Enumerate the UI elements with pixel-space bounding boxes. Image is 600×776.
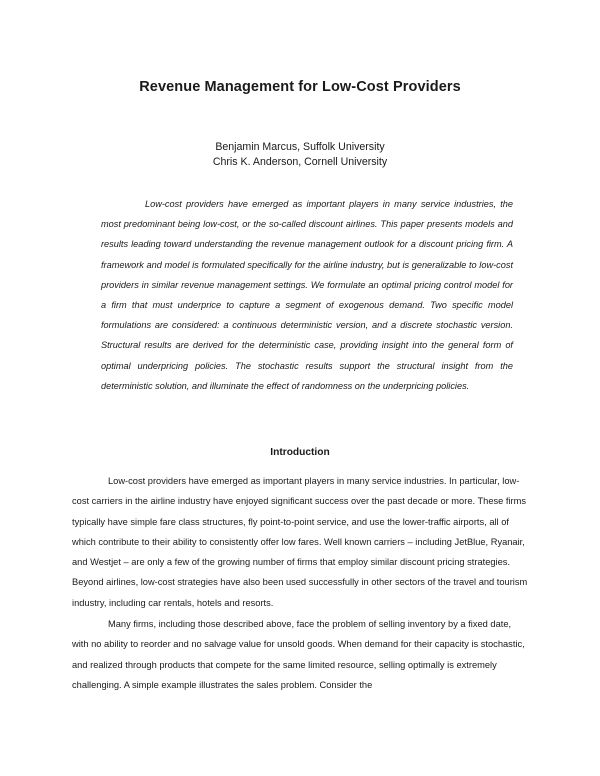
author-list (0, 140, 600, 170)
author-line: Chris K. Anderson, Cornell University (212, 156, 388, 168)
section-heading: Introduction (270, 447, 330, 458)
paper-title: Revenue Management for Low-Cost Providers (139, 79, 461, 95)
body-paragraph: Low-cost providers have emerged as important players in many service industries. In particular, low-cost carriers in the airline industry have enjoyed significant success over the past decade or more. These firms typically have simple fare class structures, fly point-to-point service, and use the lower-traffic airports, all of which contribute to their ability to consistently offer low fares. Well known carriers – including JetBlue, Ryanair, and Westjet – are only a few of the growing number of firms that employ similar discount pricing strategies. Beyond airlines, low-cost strategies have also been used successfully in other sectors of the travel and tourism industry, including car rentals, hotels and resorts. (72, 476, 528, 608)
author-line: Benjamin Marcus, Suffolk University (215, 141, 385, 153)
abstract: Low-cost providers have emerged as important players in many service industries, the most predominant being low-cost, or the so-called discount airlines. This paper presents models and results leading toward understanding the revenue management outlook for a discount pricing firm. A framework and model is formulated specifically for the airline industry, but is generalizable to low-cost providers in similar revenue management settings. We formulate an optimal pricing control model for a firm that must underprice to capture a segment of exogenous demand. Two specific model formulations are considered: a continuous deterministic version, and a discrete stochastic version. Structural results are derived for the deterministic case, providing insight into the general form of optimal underpricing policies. The stochastic results support the structural insight from the deterministic solution, and illuminate the effect of randomness on the underpricing policies. (101, 199, 513, 391)
body-paragraph: Many firms, including those described above, face the problem of selling inventory by a fixed date, with no ability to reorder and no salvage value for unsold goods. When demand for their capacity is stochastic, and realized through products that compete for the same limited resource, selling optimally is extremely challenging. A simple example illustrates the sales problem. Consider the (72, 619, 525, 690)
